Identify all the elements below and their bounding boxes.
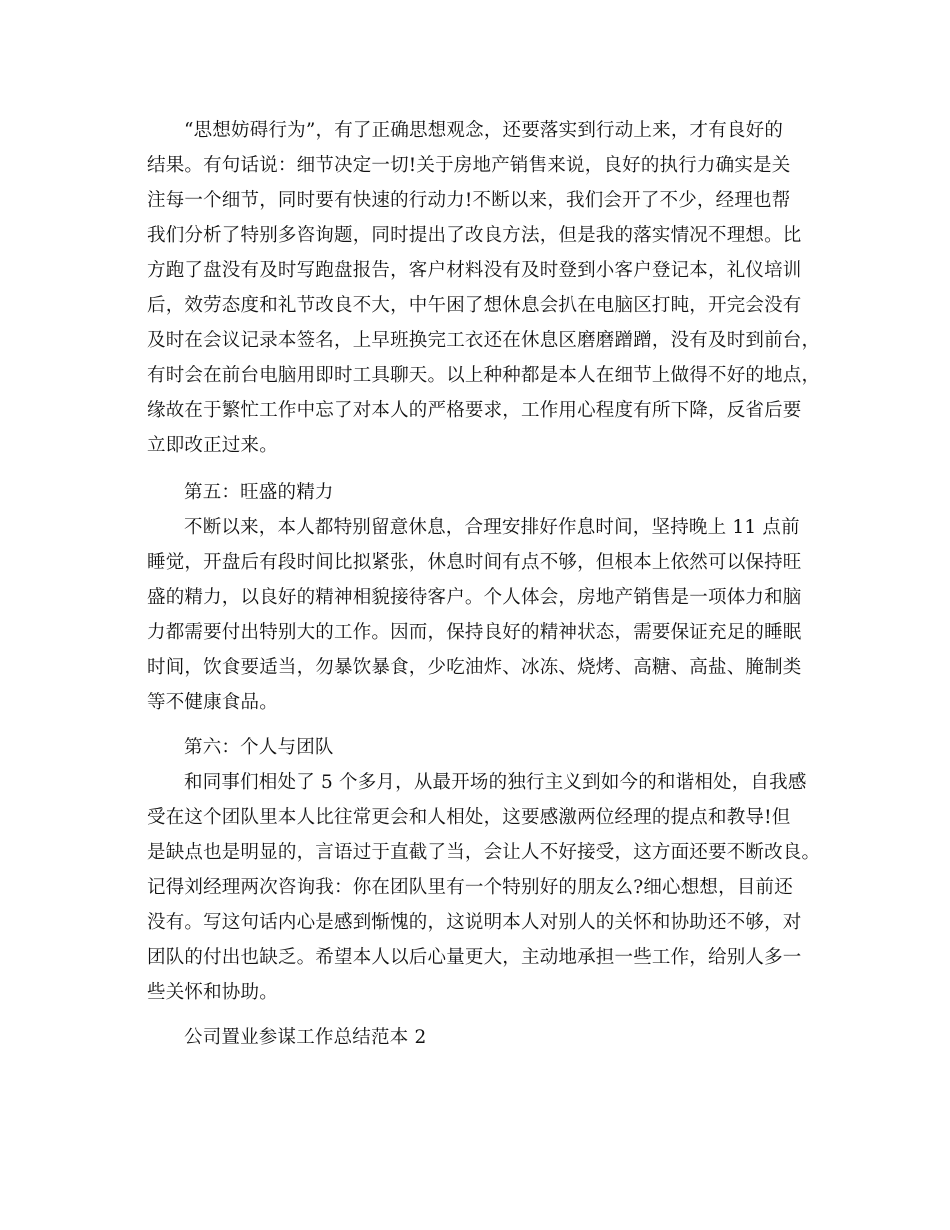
paragraph-line: 些关怀和协助。 — [147, 982, 278, 1003]
paragraph-line: 结果。有句话说：细节决定一切!关于房地产销售来说，良好的执行力确实是关 — [147, 155, 791, 176]
paragraph-line: 及时在会议记录本签名，上早班换完工衣还在休息区磨磨蹭蹭，没有及时到前台， — [147, 330, 821, 351]
section-heading: 第六：个人与团队 — [184, 737, 334, 758]
paragraph-line: 时间，饮食要适当，勿暴饮暴食，少吃油炸、冰冻、烧烤、高糖、高盐、腌制类 — [147, 657, 802, 678]
paragraph-line: 方跑了盘没有及时写跑盘报告，客户材料没有及时登到小客户登记本，礼仪培训 — [147, 260, 802, 281]
paragraph-line: 等不健康食品。 — [147, 692, 278, 713]
paragraph-line: 不断以来，本人都特别留意休息，合理安排好作息时间，坚持晚上 11 点前 — [184, 517, 800, 538]
section-heading: 公司置业参谋工作总结范本 2 — [184, 1027, 427, 1048]
paragraph-line: 是缺点也是明显的，言语过于直截了当，会让人不好接受，这方面还要不断改良。 — [147, 842, 821, 863]
paragraph-line: 注每一个细节，同时要有快速的行动力!不断以来，我们会开了不少，经理也帮 — [147, 190, 791, 211]
section-heading: 第五：旺盛的精力 — [184, 482, 334, 503]
paragraph-line: 睡觉，开盘后有段时间比拟紧张，休息时间有点不够，但根本上依然可以保持旺 — [147, 552, 802, 573]
paragraph-line: 没有。写这句话内心是感到惭愧的，这说明本人对别人的关怀和协助还不够，对 — [147, 912, 802, 933]
paragraph-line: 受在这个团队里本人比往常更会和人相处，这要感激两位经理的提点和教导!但 — [147, 807, 791, 828]
paragraph-line: 记得刘经理两次咨询我：你在团队里有一个特别好的朋友么?细心想想，目前还 — [147, 877, 793, 898]
paragraph-line: 团队的付出也缺乏。希望本人以后心量更大，主动地承担一些工作，给别人多一 — [147, 947, 802, 968]
paragraph-line: 盛的精力，以良好的精神相貌接待客户。个人体会，房地产销售是一项体力和脑 — [147, 587, 802, 608]
paragraph-line: 立即改正过来。 — [147, 435, 278, 456]
paragraph-line: 我们分析了特别多咨询题，同时提出了改良方法，但是我的落实情况不理想。比 — [147, 225, 802, 246]
paragraph-line: “思想妨碍行为”，有了正确思想观念，还要落实到行动上来，才有良好的 — [184, 120, 784, 141]
paragraph-line: 缘故在于繁忙工作中忘了对本人的严格要求，工作用心程度有所下降，反省后要 — [147, 400, 802, 421]
paragraph-line: 和同事们相处了 5 个多月，从最开场的独行主义到如今的和谐相处，自我感 — [184, 772, 807, 793]
paragraph-line: 力都需要付出特别大的工作。因而，保持良好的精神状态，需要保证充足的睡眠 — [147, 622, 802, 643]
paragraph-line: 有时会在前台电脑用即时工具聊天。以上种种都是本人在细节上做得不好的地点， — [147, 365, 821, 386]
paragraph-line: 后，效劳态度和礼节改良不大，中午困了想休息会扒在电脑区打盹，开完会没有 — [147, 295, 802, 316]
